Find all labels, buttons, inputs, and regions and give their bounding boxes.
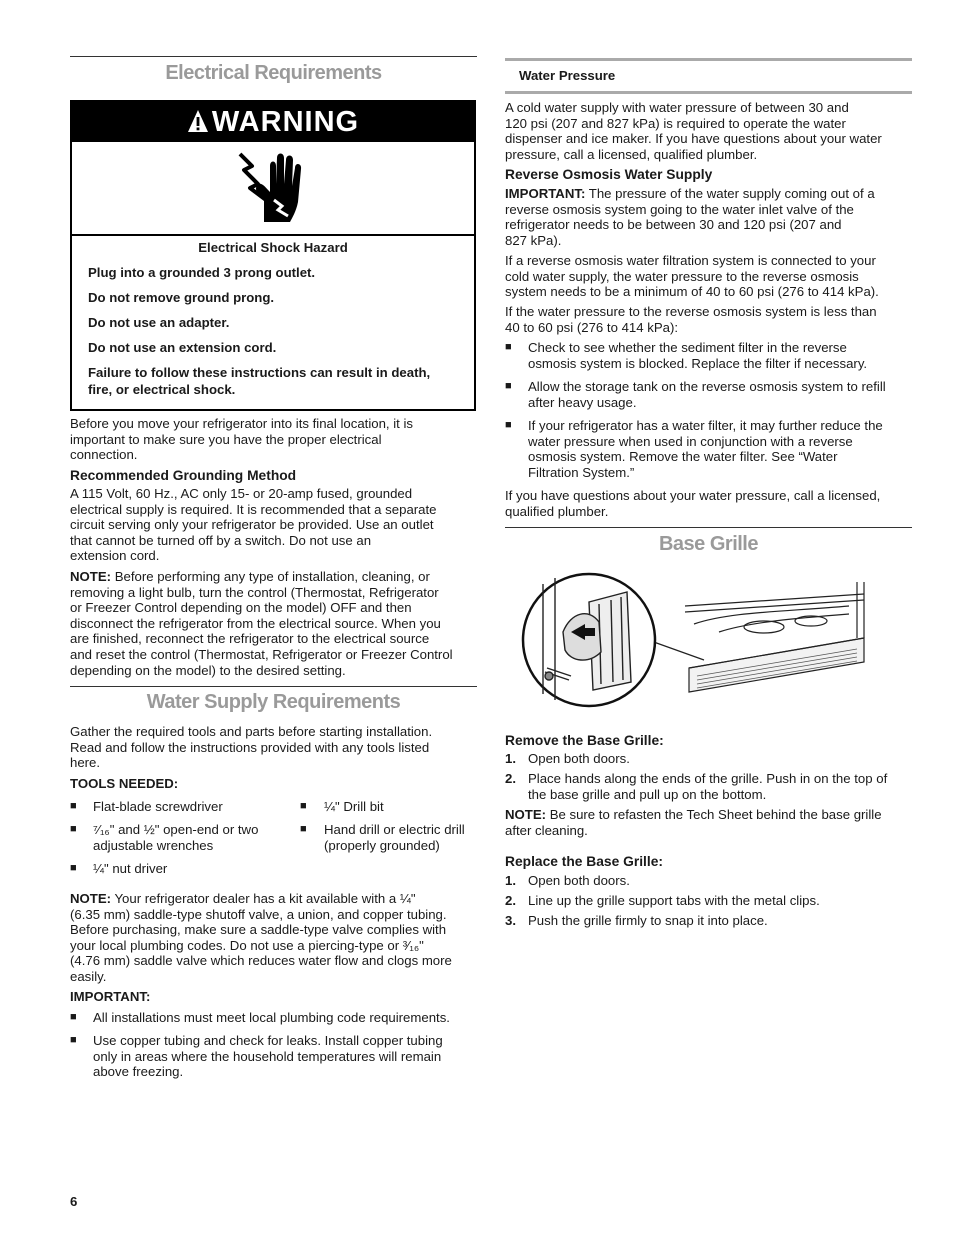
bullet-icon: ■: [70, 1034, 77, 1046]
text-line: reverse osmosis system going to the water inlet valve of the: [505, 201, 854, 217]
text-line: are finished, reconnect the refrigerator to the electrical source: [70, 631, 430, 647]
replace-grille-heading: Replace the Base Grille:: [505, 854, 663, 869]
step-item: [505, 771, 912, 802]
text-line: dispenser and ice maker. If you have questions about your water: [505, 131, 882, 147]
list-item: [70, 1033, 477, 1080]
bullet-icon: ■: [300, 823, 307, 835]
text-line: Allow the storage tank on the reverse osmosis system to refill: [528, 379, 886, 394]
text-line: after cleaning.: [505, 822, 588, 838]
step-number: 2.: [505, 771, 516, 786]
remove-grille-heading: Remove the Base Grille:: [505, 733, 664, 748]
text-line: If a reverse osmosis water filtration system is connected to your: [505, 253, 876, 268]
step-item: [505, 913, 912, 929]
list-item: [70, 861, 300, 877]
electrical-requirements-title: Electrical Requirements: [165, 62, 382, 84]
text-line: removing a light bulb, turn the control (Thermostat, Refrigerator: [70, 584, 439, 600]
list-item: [505, 418, 912, 480]
important-heading: IMPORTANT:: [70, 989, 151, 1004]
base-grille-title: Base Grille: [658, 533, 758, 555]
list-item: [70, 822, 300, 853]
text-line: the base grille and pull up on the bottom.: [528, 786, 767, 802]
ro-important: [505, 186, 912, 248]
hazard-line: Do not use an adapter.: [88, 315, 230, 330]
list-item: [300, 822, 477, 853]
text-line: system needs to be a minimum of 40 to 60 psi (276 to 414 kPa).: [505, 284, 879, 300]
text-line: If you have questions about your water pressure, call a licensed,: [505, 488, 881, 503]
text-line: If your refrigerator has a water filter, it may further reduce the: [528, 418, 883, 433]
tools-heading: TOOLS NEEDED:: [70, 776, 179, 791]
warning-box: [70, 100, 476, 411]
important-text: The pressure of the water supply coming out of a: [585, 186, 875, 201]
text-line: Read and follow the instructions provided with any tools listed: [70, 739, 430, 755]
base-grille-note: [505, 807, 912, 838]
water-supply-title: Water Supply Requirements: [146, 691, 401, 713]
text-line: important to make sure you have the proper electrical: [70, 431, 382, 447]
list-item: [70, 1010, 477, 1026]
bullet-icon: ■: [505, 341, 512, 353]
hazard-title: Electrical Shock Hazard: [198, 240, 348, 255]
text-line: extension cord.: [70, 548, 160, 564]
water-supply-note: [70, 891, 477, 985]
text-line: A cold water supply with water pressure of between 30 and: [505, 100, 849, 115]
bullet-icon: ■: [70, 1011, 77, 1023]
note-label: NOTE:: [70, 569, 112, 584]
warning-triangle-icon: [187, 109, 209, 133]
text-line: All installations must meet local plumbing code requirements.: [93, 1010, 450, 1025]
water-pressure-closing: [505, 488, 912, 519]
text-line: qualified plumber.: [505, 503, 609, 519]
text-line: 120 psi (207 and 827 kPa) is required to operate the water: [505, 115, 846, 131]
text-line: pressure, call a licensed, qualified plumber.: [505, 146, 758, 162]
shock-hazard-icon-area: [72, 142, 474, 236]
bullet-icon: ■: [70, 800, 77, 812]
step-number: 3.: [505, 913, 516, 928]
text-line: easily.: [70, 968, 107, 984]
bullet-icon: ■: [300, 800, 307, 812]
text-line: (4.76 mm) saddle valve which reduces water flow and clogs more: [70, 953, 452, 969]
water-pressure-text: [505, 100, 912, 162]
step-item: [505, 893, 912, 909]
base-grille-illustration: [519, 572, 879, 708]
list-item: [505, 340, 912, 371]
grounding-text: [70, 486, 477, 564]
bullet-icon: ■: [505, 380, 512, 392]
electrical-note: [70, 569, 477, 678]
hazard-failure: fire, or electrical shock.: [88, 382, 236, 397]
text-line: after heavy usage.: [528, 394, 637, 410]
text-line: If the water pressure to the reverse osmosis system is less than: [505, 304, 877, 319]
text-line: 40 to 60 psi (276 to 414 kPa):: [505, 319, 679, 335]
text-line: Open both doors.: [528, 751, 630, 766]
text-line: cold water supply, the water pressure to the reverse osmosis: [505, 268, 859, 284]
text-line: or Freezer Control depending on the model) OFF and then: [70, 600, 412, 616]
text-line: Flat-blade screwdriver: [93, 799, 223, 814]
text-line: Before you move your refrigerator into its final location, it is: [70, 416, 414, 431]
text-line: Push the grille firmly to snap it into place.: [528, 913, 768, 928]
section-rule: [70, 686, 477, 687]
text-line: 827 kPa).: [505, 232, 562, 248]
note-text: Be sure to refasten the Tech Sheet behind the base grille: [546, 807, 882, 822]
warning-label: WARNING: [211, 106, 360, 138]
water-pressure-heading-bar: [505, 58, 912, 94]
text-line: above freezing.: [93, 1064, 184, 1080]
bullet-icon: ■: [505, 419, 512, 431]
section-rule: [505, 527, 912, 528]
text-line: refrigerator needs to be between 30 and 120 psi (207 and: [505, 217, 842, 233]
text-line: osmosis system is blocked. Replace the filter if necessary.: [528, 355, 868, 371]
text-line: osmosis system. Remove the water filter. See “Water: [528, 449, 838, 465]
text-line: your local plumbing codes. Do not use a piercing-type or ³⁄₁₆": [70, 937, 424, 953]
warning-band: [72, 102, 474, 142]
text-line: depending on the model) to the desired setting.: [70, 662, 346, 678]
note-text: Before performing any type of installation, cleaning, or: [111, 569, 430, 584]
text-line: only in areas where the household temperatures will remain: [93, 1048, 442, 1064]
list-item: [70, 799, 300, 815]
water-pressure-heading: Water Pressure: [519, 68, 616, 83]
bullet-icon: ■: [70, 862, 77, 874]
text-line: electrical supply is required. It is recommended that a separate: [70, 501, 437, 517]
text-line: ⁷⁄₁₆" and ½" open-end or two: [93, 822, 259, 837]
step-number: 1.: [505, 751, 516, 766]
electrical-intro: [70, 416, 477, 463]
hazard-line: Do not remove ground prong.: [88, 290, 275, 305]
text-line: adjustable wrenches: [93, 837, 214, 853]
note-label: NOTE:: [70, 891, 112, 906]
hazard-line: Plug into a grounded 3 prong outlet.: [88, 265, 316, 280]
text-line: Open both doors.: [528, 873, 630, 888]
text-line: and reset the control (Thermostat, Refrigerator or Freezer Control: [70, 646, 453, 662]
text-line: Line up the grille support tabs with the metal clips.: [528, 893, 820, 908]
ro-paragraph: [505, 304, 912, 335]
text-line: Gather the required tools and parts before starting installation.: [70, 724, 433, 739]
text-line: ¼" Drill bit: [324, 799, 384, 814]
electric-shock-hand-icon: [236, 148, 306, 228]
list-item: [300, 799, 477, 815]
page-number: 6: [70, 1194, 78, 1209]
text-line: circuit serving only your refrigerator be provided. Use an outlet: [70, 517, 434, 533]
note-label: NOTE:: [505, 807, 547, 822]
hazard-line: Do not use an extension cord.: [88, 340, 277, 355]
text-line: (6.35 mm) saddle-type shutoff valve, a union, and copper tubing.: [70, 906, 447, 922]
important-label: IMPORTANT:: [505, 186, 586, 201]
text-line: Before purchasing, make sure a saddle-type valve complies with: [70, 922, 447, 938]
text-line: Filtration System.”: [528, 464, 635, 480]
text-line: connection.: [70, 447, 138, 463]
text-line: Check to see whether the sediment filter in the reverse: [528, 340, 847, 355]
step-item: [505, 751, 912, 767]
ro-paragraph: [505, 253, 912, 300]
text-line: (properly grounded): [324, 837, 440, 853]
grille-drawing: [685, 582, 864, 692]
text-line: A 115 Volt, 60 Hz., AC only 15- or 20-amp fused, grounded: [70, 486, 413, 501]
note-text: Your refrigerator dealer has a kit available with a ¼": [111, 891, 416, 906]
bullet-icon: ■: [70, 823, 77, 835]
section-rule: [70, 56, 477, 57]
grounding-heading: Recommended Grounding Method: [70, 468, 297, 483]
reverse-osmosis-heading: Reverse Osmosis Water Supply: [505, 167, 713, 182]
text-line: that cannot be turned off by a switch. Do not use an: [70, 532, 372, 548]
water-supply-intro: [70, 724, 477, 771]
text-line: water pressure when used in conjunction with a reverse: [528, 433, 853, 449]
text-line: Hand drill or electric drill: [324, 822, 465, 837]
step-number: 2.: [505, 893, 516, 908]
text-line: here.: [70, 755, 101, 771]
step-item: [505, 873, 912, 889]
step-number: 1.: [505, 873, 516, 888]
hazard-failure: Failure to follow these instructions can result in death,: [88, 365, 431, 380]
text-line: Place hands along the ends of the grille. Push in on the top of: [528, 771, 888, 786]
text-line: disconnect the refrigerator from the electrical source. When you: [70, 615, 441, 631]
list-item: [505, 379, 912, 410]
text-line: Use copper tubing and check for leaks. Install copper tubing: [93, 1033, 443, 1048]
text-line: ¼" nut driver: [93, 861, 168, 876]
